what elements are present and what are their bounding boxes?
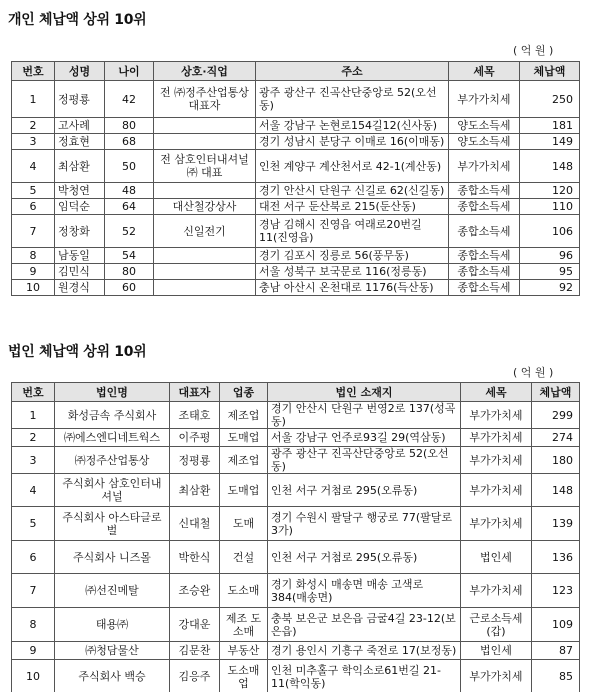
individual-title: 개인 체납액 상위 10위 bbox=[8, 12, 147, 28]
tax-type: 종합소득세 bbox=[449, 199, 520, 215]
representative: 김응주 bbox=[170, 660, 220, 692]
header-no: 번호 bbox=[12, 383, 55, 402]
individual-table bbox=[11, 61, 580, 296]
address: 경남 김해시 진영읍 여래로20번길 11(진영읍) bbox=[256, 215, 449, 248]
address: 대전 서구 둔산북로 215(둔산동) bbox=[256, 199, 449, 215]
tax-type: 종합소득세 bbox=[449, 183, 520, 199]
business-type: 도매업 bbox=[220, 429, 268, 447]
table-row bbox=[12, 81, 580, 118]
table-row bbox=[12, 507, 580, 541]
row-number: 3 bbox=[12, 447, 55, 474]
address: 인천 계양구 계산천서로 42-1(계산동) bbox=[256, 150, 449, 183]
corporate-title: 법인 체납액 상위 10위 bbox=[8, 344, 147, 360]
row-number: 6 bbox=[12, 199, 55, 215]
table-row bbox=[12, 134, 580, 150]
arrears-amount: 106 bbox=[520, 215, 580, 248]
person-age: 80 bbox=[105, 264, 154, 280]
corporate-table bbox=[11, 382, 580, 692]
row-number: 6 bbox=[12, 541, 55, 574]
person-name: 남동일 bbox=[55, 248, 105, 264]
address: 충남 아산시 온천대로 1176(득산동) bbox=[256, 280, 449, 296]
row-number: 1 bbox=[12, 402, 55, 429]
tax-type: 부가가치세 bbox=[461, 660, 532, 692]
corporate-address: 광주 광산구 진곡산단중앙로 52(오선동) bbox=[268, 447, 461, 474]
business-job bbox=[154, 118, 256, 134]
arrears-amount: 181 bbox=[520, 118, 580, 134]
corporate-address: 인천 서구 거첨로 295(오류동) bbox=[268, 474, 461, 507]
corporation-name: 주식회사 아스타글로벌 bbox=[55, 507, 170, 541]
row-number: 9 bbox=[12, 642, 55, 660]
representative: 박한식 bbox=[170, 541, 220, 574]
address: 경기 성남시 분당구 이매로 16(이매동) bbox=[256, 134, 449, 150]
table-row bbox=[12, 199, 580, 215]
person-name: 김민식 bbox=[55, 264, 105, 280]
tax-type: 부가가치세 bbox=[461, 402, 532, 429]
business-type: 도소매업 bbox=[220, 660, 268, 692]
table-row bbox=[12, 574, 580, 608]
header-name: 성명 bbox=[55, 62, 105, 81]
person-name: 박청연 bbox=[55, 183, 105, 199]
tax-type: 부가가치세 bbox=[461, 474, 532, 507]
corporation-name: ㈜에스엔디네트웍스 bbox=[55, 429, 170, 447]
corporate-unit: ( 억 원 ) bbox=[513, 366, 554, 379]
row-number: 8 bbox=[12, 608, 55, 642]
corporate-address: 서울 강남구 언주로93길 29(역삼동) bbox=[268, 429, 461, 447]
row-number: 2 bbox=[12, 118, 55, 134]
arrears-amount: 120 bbox=[520, 183, 580, 199]
row-number: 4 bbox=[12, 474, 55, 507]
arrears-amount: 180 bbox=[532, 447, 580, 474]
corporate-address: 경기 용인시 기흥구 죽전로 17(보정동) bbox=[268, 642, 461, 660]
arrears-amount: 85 bbox=[532, 660, 580, 692]
person-age: 50 bbox=[105, 150, 154, 183]
arrears-amount: 274 bbox=[532, 429, 580, 447]
table-row bbox=[12, 608, 580, 642]
representative: 강대운 bbox=[170, 608, 220, 642]
person-name: 임덕순 bbox=[55, 199, 105, 215]
corporate-address: 충북 보은군 보은읍 금굴4길 23-12(보은읍) bbox=[268, 608, 461, 642]
row-number: 9 bbox=[12, 264, 55, 280]
table-row bbox=[12, 118, 580, 134]
individual-unit: ( 억 원 ) bbox=[513, 44, 554, 57]
corporation-name: ㈜정주산업통상 bbox=[55, 447, 170, 474]
arrears-amount: 136 bbox=[532, 541, 580, 574]
row-number: 2 bbox=[12, 429, 55, 447]
tax-type: 양도소득세 bbox=[449, 118, 520, 134]
row-number: 4 bbox=[12, 150, 55, 183]
header-job: 상호·직업 bbox=[154, 62, 256, 81]
business-job: 신일전기 bbox=[154, 215, 256, 248]
row-number: 7 bbox=[12, 215, 55, 248]
business-job bbox=[154, 264, 256, 280]
representative: 이주평 bbox=[170, 429, 220, 447]
corporate-header-row bbox=[12, 383, 580, 402]
address: 광주 광산구 진곡산단중앙로 52(오선동) bbox=[256, 81, 449, 118]
tax-type: 부가가치세 bbox=[461, 429, 532, 447]
table-row bbox=[12, 402, 580, 429]
tax-type: 법인세 bbox=[461, 642, 532, 660]
arrears-amount: 148 bbox=[532, 474, 580, 507]
table-row bbox=[12, 642, 580, 660]
row-number: 3 bbox=[12, 134, 55, 150]
corporation-name: 주식회사 삼호인터내셔널 bbox=[55, 474, 170, 507]
representative: 김문찬 bbox=[170, 642, 220, 660]
corporation-name: 태용㈜ bbox=[55, 608, 170, 642]
table-row bbox=[12, 150, 580, 183]
person-age: 54 bbox=[105, 248, 154, 264]
business-type: 도소매 bbox=[220, 574, 268, 608]
address: 서울 강남구 논현로154길12(신사동) bbox=[256, 118, 449, 134]
person-name: 정창화 bbox=[55, 215, 105, 248]
business-job: 전 ㈜정주산업통상 대표자 bbox=[154, 81, 256, 118]
person-age: 68 bbox=[105, 134, 154, 150]
representative: 조태호 bbox=[170, 402, 220, 429]
business-job bbox=[154, 183, 256, 199]
header-corp-address: 법인 소재지 bbox=[268, 383, 461, 402]
header-amount: 체납액 bbox=[520, 62, 580, 81]
header-address: 주소 bbox=[256, 62, 449, 81]
tax-type: 종합소득세 bbox=[449, 280, 520, 296]
header-tax: 세목 bbox=[461, 383, 532, 402]
person-name: 고사례 bbox=[55, 118, 105, 134]
person-age: 80 bbox=[105, 118, 154, 134]
business-job: 대산철강상사 bbox=[154, 199, 256, 215]
business-type: 부동산 bbox=[220, 642, 268, 660]
header-corp-name: 법인명 bbox=[55, 383, 170, 402]
row-number: 10 bbox=[12, 280, 55, 296]
address: 서울 성북구 보국문로 116(정릉동) bbox=[256, 264, 449, 280]
business-job bbox=[154, 248, 256, 264]
tax-type: 부가가치세 bbox=[461, 507, 532, 541]
row-number: 5 bbox=[12, 183, 55, 199]
arrears-amount: 109 bbox=[532, 608, 580, 642]
corporation-name: 주식회사 백승 bbox=[55, 660, 170, 692]
business-type: 도매업 bbox=[220, 474, 268, 507]
representative: 정평룡 bbox=[170, 447, 220, 474]
row-number: 1 bbox=[12, 81, 55, 118]
corporation-name: 주식회사 니즈몰 bbox=[55, 541, 170, 574]
tax-type: 종합소득세 bbox=[449, 215, 520, 248]
individual-header-row bbox=[12, 62, 580, 81]
business-type: 도매 bbox=[220, 507, 268, 541]
tax-type: 근로소득세(갑) bbox=[461, 608, 532, 642]
arrears-amount: 139 bbox=[532, 507, 580, 541]
business-job: 전 삼호인터내셔널㈜ 대표 bbox=[154, 150, 256, 183]
corporation-name: ㈜선진메탈 bbox=[55, 574, 170, 608]
arrears-amount: 250 bbox=[520, 81, 580, 118]
person-name: 정평룡 bbox=[55, 81, 105, 118]
person-age: 42 bbox=[105, 81, 154, 118]
business-job bbox=[154, 134, 256, 150]
arrears-amount: 148 bbox=[520, 150, 580, 183]
person-name: 정효현 bbox=[55, 134, 105, 150]
table-row bbox=[12, 474, 580, 507]
corporate-address: 인천 서구 거첨로 295(오류동) bbox=[268, 541, 461, 574]
table-row bbox=[12, 183, 580, 199]
row-number: 5 bbox=[12, 507, 55, 541]
row-number: 10 bbox=[12, 660, 55, 692]
person-age: 64 bbox=[105, 199, 154, 215]
table-row bbox=[12, 660, 580, 692]
person-age: 48 bbox=[105, 183, 154, 199]
row-number: 7 bbox=[12, 574, 55, 608]
person-age: 60 bbox=[105, 280, 154, 296]
header-age: 나이 bbox=[105, 62, 154, 81]
corporate-address: 경기 화성시 매송면 매송 고색로 384(매송면) bbox=[268, 574, 461, 608]
tax-type: 종합소득세 bbox=[449, 248, 520, 264]
arrears-amount: 123 bbox=[532, 574, 580, 608]
representative: 조승완 bbox=[170, 574, 220, 608]
header-representative: 대표자 bbox=[170, 383, 220, 402]
business-type: 제조 도소매 bbox=[220, 608, 268, 642]
representative: 신대철 bbox=[170, 507, 220, 541]
tax-type: 부가가치세 bbox=[449, 81, 520, 118]
address: 경기 김포시 징릉로 56(풍무동) bbox=[256, 248, 449, 264]
business-type: 건설 bbox=[220, 541, 268, 574]
header-amount: 체납액 bbox=[532, 383, 580, 402]
table-row bbox=[12, 248, 580, 264]
header-no: 번호 bbox=[12, 62, 55, 81]
corporation-name: 화성금속 주식회사 bbox=[55, 402, 170, 429]
table-row bbox=[12, 447, 580, 474]
business-type: 제조업 bbox=[220, 402, 268, 429]
arrears-amount: 299 bbox=[532, 402, 580, 429]
tax-type: 법인세 bbox=[461, 541, 532, 574]
corporate-address: 경기 수원시 팔달구 행궁로 77(팔달로3가) bbox=[268, 507, 461, 541]
header-business: 업종 bbox=[220, 383, 268, 402]
table-row bbox=[12, 541, 580, 574]
person-name: 원경식 bbox=[55, 280, 105, 296]
arrears-amount: 110 bbox=[520, 199, 580, 215]
person-name: 최삼환 bbox=[55, 150, 105, 183]
table-row bbox=[12, 264, 580, 280]
address: 경기 안산시 단원구 신길로 62(신길동) bbox=[256, 183, 449, 199]
corporate-address: 경기 안산시 단원구 번영2로 137(성곡동) bbox=[268, 402, 461, 429]
table-row bbox=[12, 215, 580, 248]
business-type: 제조업 bbox=[220, 447, 268, 474]
arrears-amount: 92 bbox=[520, 280, 580, 296]
arrears-amount: 149 bbox=[520, 134, 580, 150]
arrears-amount: 95 bbox=[520, 264, 580, 280]
header-tax: 세목 bbox=[449, 62, 520, 81]
table-row bbox=[12, 280, 580, 296]
person-age: 52 bbox=[105, 215, 154, 248]
business-job bbox=[154, 280, 256, 296]
arrears-amount: 96 bbox=[520, 248, 580, 264]
tax-type: 부가가치세 bbox=[449, 150, 520, 183]
table-row bbox=[12, 429, 580, 447]
corporate-address: 인천 미추홀구 학익소로61번길 21-11(학익동) bbox=[268, 660, 461, 692]
representative: 최삼환 bbox=[170, 474, 220, 507]
row-number: 8 bbox=[12, 248, 55, 264]
tax-type: 종합소득세 bbox=[449, 264, 520, 280]
tax-type: 부가가치세 bbox=[461, 447, 532, 474]
corporation-name: ㈜청담물산 bbox=[55, 642, 170, 660]
tax-type: 양도소득세 bbox=[449, 134, 520, 150]
arrears-amount: 87 bbox=[532, 642, 580, 660]
tax-type: 부가가치세 bbox=[461, 574, 532, 608]
